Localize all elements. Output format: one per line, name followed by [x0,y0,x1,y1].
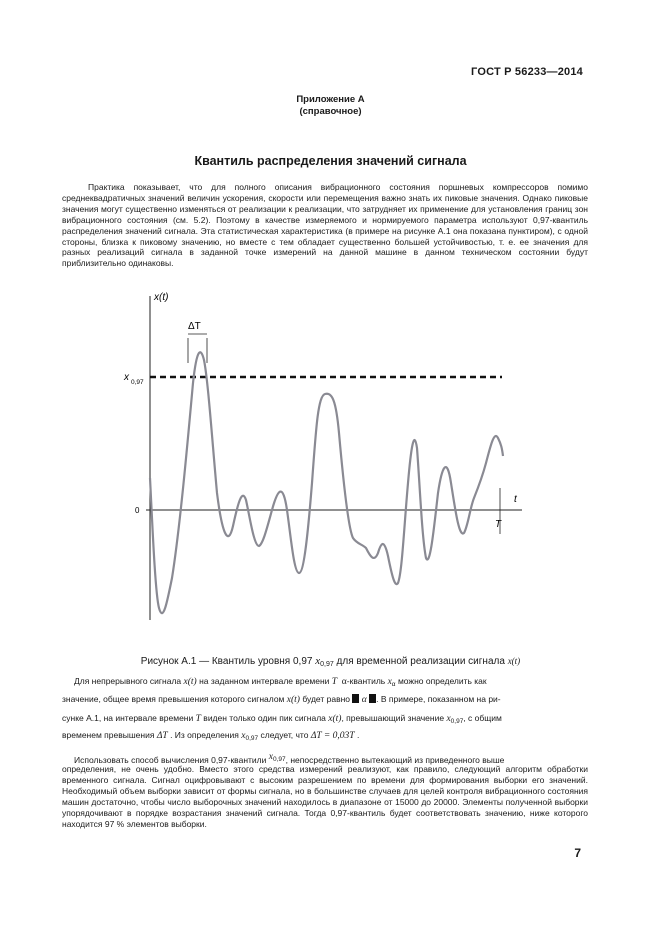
black-mark-left [352,694,359,703]
text: . [356,730,360,740]
text: , непосредственно вытекающий из приведенного выше [285,755,505,765]
text: можно определить как [397,676,487,686]
y-axis-label: x(t) [154,292,169,303]
para3-body [62,764,588,829]
math: ΔT [156,731,168,741]
math: x(t) [286,695,300,705]
math: x(t) [183,677,197,687]
text: Для непрерывного сигнала [74,676,182,686]
math: α [341,677,347,687]
caption-var: x [315,655,321,667]
standard-number: ГОСТ Р 56233—2014 [471,66,583,78]
appendix-heading [0,94,661,118]
section-title: Квантиль распределения значений сигнала [194,154,467,168]
math: x [268,752,273,762]
math: x [241,731,246,741]
text: будет равно [302,694,351,704]
text: -квантиль [346,676,386,686]
period-label: T [495,519,502,530]
caption-signal: x(t) [507,656,521,666]
text: следует, что [260,730,309,740]
text: Использовать способ вычисления 0,97-квантили [74,755,267,765]
signal-curve [150,352,503,613]
math: T [331,677,338,687]
para2-line4 [62,729,588,745]
zero-label: 0 [135,506,140,515]
text: на заданном интервале времени [199,676,330,686]
text: значение, общее время превышения которого сигналом [62,694,285,704]
math: ΔT = 0,03T [310,731,355,741]
math: T [195,714,201,724]
math-sub: 0,97 [245,735,259,742]
text: . В примере, показанном на ри- [376,694,501,704]
math: x [387,677,392,687]
intro-text: Практика показывает, что для полного описания вибрационного состояния поршневых компрессоров помимо среднеквадратичных значений величин ускорения, скорости или перемещения важно знать их пиковые значения. Однако пиковые значения могут существенно изменяться от реализации к реализации, что затрудняет их применение для установления границ зон вибрационного состояния (см. 5.2). Поэтому в качестве измеряемого и нормируемого параметра используют 0,97-квантиль распределения значений сигнала. Эта статистическая характеристика (в примере на рисунке А.1 она показана пунктиром), с одной стороны, близка к пиковому значению, но вместе с тем обладает существенно большей устойчивостью, т. е. ее значения для разных реализаций сигнала в заданной точке измерений на данной машине в данном техническом состоянии будут приблизительно одинаковы. [62,182,588,269]
text: сунке А.1, на интервале времени [62,713,194,723]
math: x [446,714,451,724]
text: . Из определения [170,730,239,740]
text: , с общим [463,713,502,723]
para2-line1 [62,675,588,691]
caption-sub: 0,97 [320,661,334,668]
text: временем превышения [62,730,155,740]
math-sub: α [391,681,396,688]
text: , превышающий значение [341,713,445,723]
math: x(t) [328,714,342,724]
figure-caption [0,655,661,668]
text: виден только один пик сигнала [203,713,326,723]
caption-prefix: Рисунок А.1 — Квантиль уровня 0,97 [140,656,313,667]
math-sub: 0,97 [450,718,464,725]
math: α [361,695,367,705]
x-axis-label: t [514,494,517,505]
delta-t-label: ΔT [188,321,201,332]
quantile-subscript: 0,97 [131,379,144,386]
page-number: 7 [574,846,581,860]
intro-paragraph [62,182,588,269]
appendix-label: Приложение А [296,94,365,105]
quantile-figure [62,288,588,628]
quantile-label: x [124,372,129,383]
caption-suffix: для временной реализации сигнала [336,656,505,667]
para3-text: определения, не очень удобно. Вместо этого средства измерений реализуют, как правило, следующий алгоритм обработки временного сигнала. Сигнал оцифровывают с высоким разрешением по времени для формирования выборки его значений. Необходимый объем выборки зависит от формы сигнала, но в большинстве случаев для целей контроля вибрационного состояния машин достаточно, чтобы число выборочных значений находилось в диапазоне от 15000 до 20000. Элементы полученной выборки упорядочивают в порядке возрастания значений сигнала. Тогда 0,97-квантиль будет соответствовать значению, ниже которого находится 97 % элементов выборки. [62,764,588,829]
math-sub: 0,97 [272,756,286,763]
para2-line3 [62,712,588,728]
para2-line2 [62,693,588,706]
appendix-type: (справочное) [299,106,362,117]
